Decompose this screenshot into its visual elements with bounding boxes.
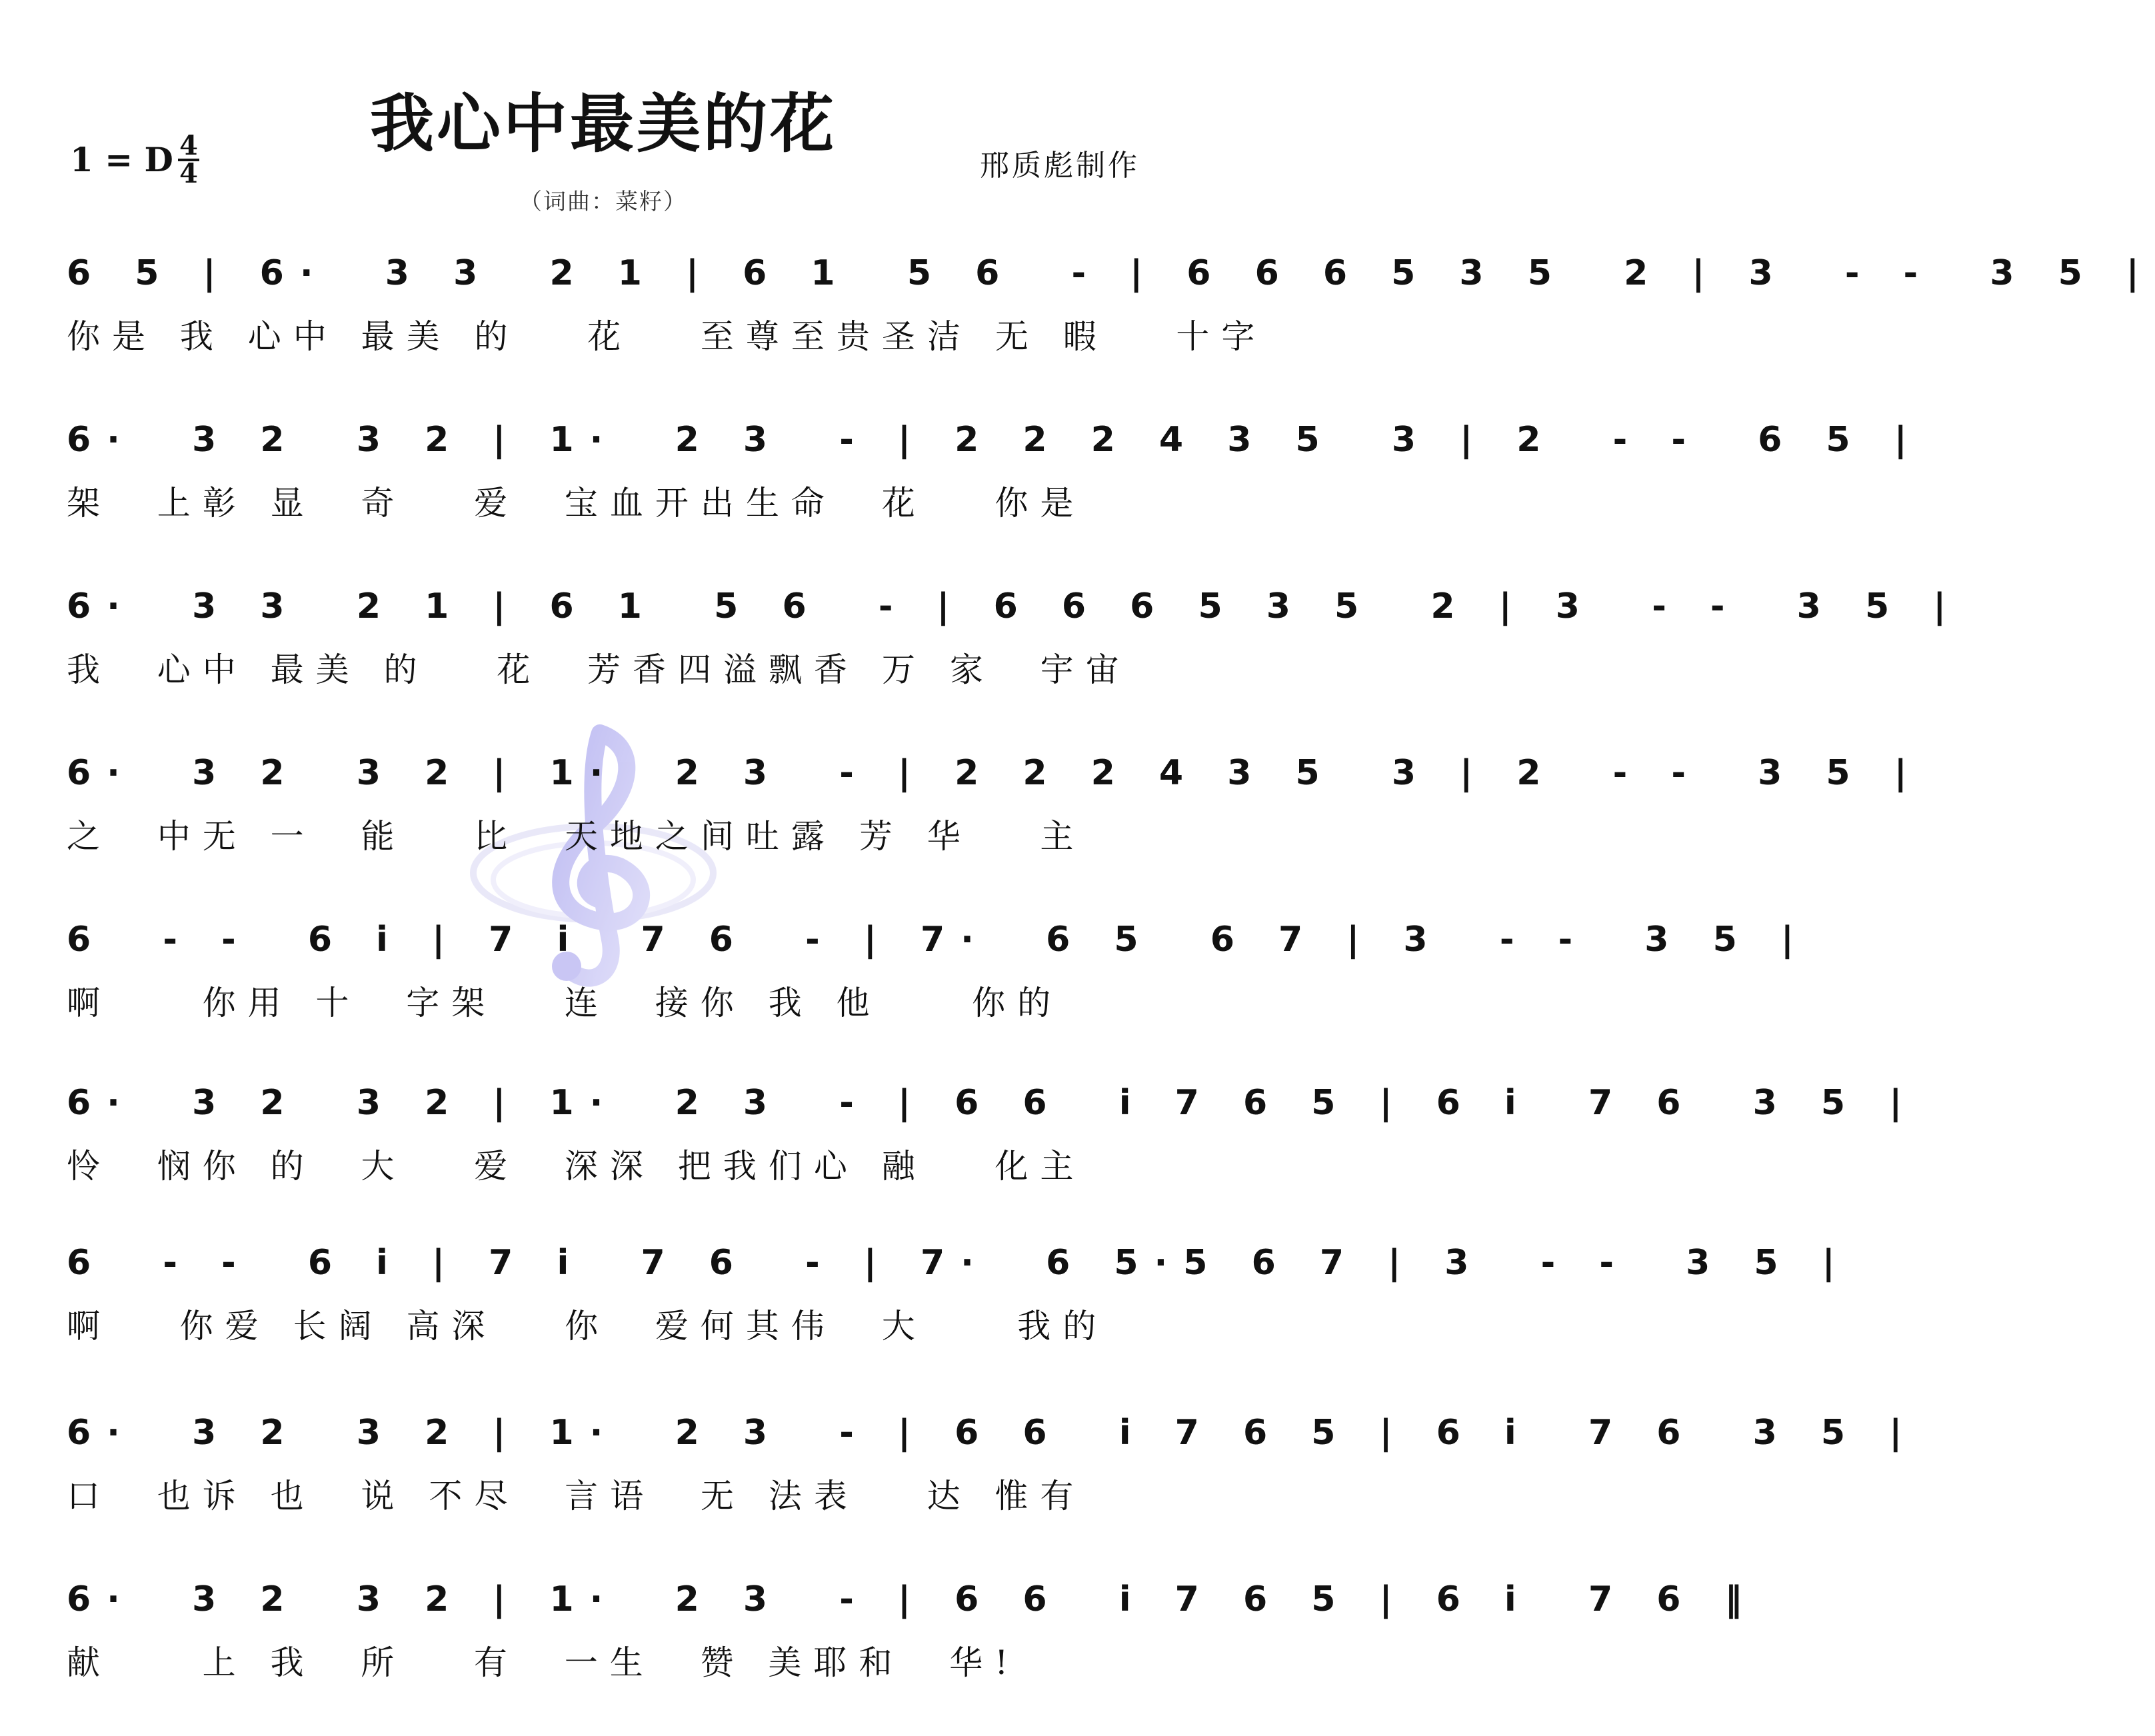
notation-line: 6 5 | 6· 3 3 2 1 | 6 1 5 6 - | 6 6 6 5 3 5 2 | 3 - - 3 5 |: [67, 253, 2155, 293]
score-system: [67, 1569, 1758, 1736]
notation-line: 6· 3 2 3 2 | 1· 2 3 - | 6 6 i 7 6 5 | 6 i 7 6 ‖: [67, 1579, 1758, 1619]
score-system: [67, 910, 1810, 1076]
notation-line: 6· 3 2 3 2 | 1· 2 3 - | 2 2 2 4 3 5 3 | 2 - - 3 5 |: [67, 753, 1923, 793]
score-system: [67, 1233, 1851, 1399]
notation-line: 6· 3 2 3 2 | 1· 2 3 - | 2 2 2 4 3 5 3 | 2 - - 6 5 |: [67, 420, 1923, 460]
time-signature: [175, 130, 202, 189]
score-system: [67, 1073, 1918, 1240]
lyrics-line: 口 也诉 也 说 不尽 言语 无 法表 达 惟有: [67, 1477, 1086, 1515]
maker-credit: 邢质彪制作: [980, 149, 1140, 183]
notation-line: 6 - - 6 i | 7 i 7 6 - | 7· 6 5·5 6 7 | 3 - - 3 5 |: [67, 1243, 1851, 1283]
lyrics-line: 之 中无 一 能 比 天地之间吐露 芳 华 主: [67, 817, 1086, 856]
score-system: [67, 1403, 1918, 1569]
lyrics-music-credit: （词曲：菜籽）: [519, 189, 687, 215]
lyrics-line: 你是 我 心中 最美 的 花 至尊至贵圣洁 无 暇 十字: [67, 317, 1267, 356]
notation-line: 6· 3 2 3 2 | 1· 2 3 - | 6 6 i 7 6 5 | 6 i 7 6 3 5 |: [67, 1083, 1918, 1123]
lyrics-line: 啊 你爱 长阔 高深 你 爱何其伟 大 我的: [67, 1307, 1108, 1345]
score-system: [67, 743, 1923, 910]
lyrics-line: 架 上彰 显 奇 爱 宝血开出生命 花 你是: [67, 484, 1086, 522]
time-signature-bottom: 4: [179, 158, 198, 189]
notation-line: 6 - - 6 i | 7 i 7 6 - | 7· 6 5 6 7 | 3 - - 3 5 |: [67, 920, 1810, 960]
score-system: [67, 243, 2155, 410]
lyrics-line: 怜 悯你 的 大 爱 深深 把我们心 融 化主: [67, 1147, 1086, 1186]
notation-line: 6· 3 2 3 2 | 1· 2 3 - | 6 6 i 7 6 5 | 6 i 7 6 3 5 |: [67, 1413, 1918, 1453]
score-system: [67, 576, 1962, 743]
lyrics-line: 献 上 我 所 有 一生 赞 美耶和 华!: [67, 1643, 1021, 1682]
song-title: 我心中最美的花: [370, 86, 837, 161]
key-signature: 1 = D: [70, 140, 173, 179]
lyrics-line: 啊 你用 十 字架 连 接你 我 他 你的: [67, 984, 1063, 1022]
score-system: [67, 410, 1923, 576]
time-signature-top: 4: [179, 130, 198, 161]
lyrics-line: 我 心中 最美 的 花 芳香四溢飘香 万 家 宇宙: [67, 650, 1131, 689]
notation-line: 6· 3 3 2 1 | 6 1 5 6 - | 6 6 6 5 3 5 2 | 3 - - 3 5 |: [67, 586, 1962, 626]
